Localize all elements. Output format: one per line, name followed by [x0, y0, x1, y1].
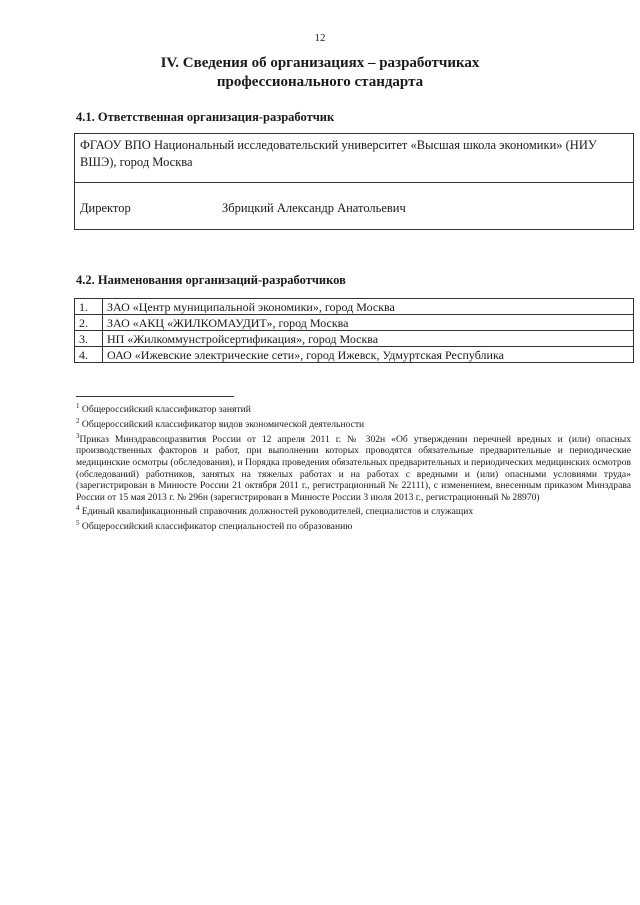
- footnote-4: [76, 503, 631, 518]
- director-name: Збрицкий Александр Анатольевич: [222, 201, 406, 215]
- footnote-text: Приказ Минздравсоцразвития России от 12 апреля 2011 г. № 302н «Об утверждении перечней вредных и (или) опасных производственных факторов и работ, при выполнении которых проводятся обязательные предварительные и периодические медицинские осмотры (обследования), и Порядка проведения обязательных предварительных и периодических медицинских осмотров (обследований) работников, занятых на тяжелых работах и на работах с вредными и (или) опасными условиями труда» (зарегистрирован в Минюсте России 21 октября 2011 г., регистрационный № 22111), с изменением, внесенным приказом Минздрава России от 15 мая 2013 г. № 296н (зарегистрирован в Минюсте России 3 июля 2013 г., регистрационный № 28970): [76, 433, 631, 503]
- director-role: Директор: [80, 201, 131, 215]
- footnote-3: [76, 431, 631, 504]
- responsible-org-name: ФГАОУ ВПО Национальный исследовательский университет «Высшая школа экономики» (НИУ ВШЭ), город Москва: [80, 138, 597, 169]
- footnotes: [76, 401, 631, 533]
- org-name-cell: ОАО «Ижевские электрические сети», город Ижевск, Удмуртская Республика: [103, 347, 634, 363]
- table-row: [75, 347, 634, 363]
- responsible-org-heading: 4.1. Ответственная организация-разработчик: [76, 110, 335, 124]
- row-number: 1.: [75, 299, 103, 315]
- responsible-org-box: [74, 133, 634, 230]
- footnote-text: Единый квалификационный справочник должностей руководителей, специалистов и служащих: [79, 506, 474, 518]
- page-number: 12: [314, 32, 326, 44]
- org-box-divider: [75, 182, 633, 183]
- footnote-mark: 2: [76, 416, 80, 425]
- footnote-1: [76, 401, 631, 416]
- footnote-2: [76, 416, 631, 431]
- footnote-mark: 1: [76, 402, 80, 410]
- org-name-cell: ЗАО «АКЦ «ЖИЛКОМАУДИТ», город Москва: [103, 315, 634, 331]
- footnote-text: Общероссийский классификатор видов экономической деятельности: [79, 418, 365, 430]
- table-row: [75, 331, 634, 347]
- row-number: 2.: [75, 315, 103, 331]
- footnote-text: Общероссийский классификатор занятий: [79, 404, 251, 416]
- developer-orgs-heading: 4.2. Наименования организаций-разработчиков: [76, 273, 346, 287]
- footnote-mark: 3: [76, 431, 80, 440]
- table-row: [75, 315, 634, 331]
- footnote-mark: 5: [76, 519, 80, 528]
- footnote-separator: [76, 396, 234, 397]
- section-title-line-2: профессионального стандарта: [216, 74, 424, 90]
- org-name-cell: НП «Жилкоммунстройсертификация», город Москва: [103, 331, 634, 347]
- footnote-mark: 4: [76, 504, 80, 513]
- section-title: [0, 54, 640, 92]
- footnote-5: [76, 518, 631, 533]
- row-number: 3.: [75, 331, 103, 347]
- footnote-text: Общероссийский классификатор специальностей по образованию: [79, 521, 353, 533]
- table-row: [75, 299, 634, 315]
- section-title-line-1: IV. Сведения об организациях – разработчиках: [160, 55, 480, 71]
- row-number: 4.: [75, 347, 103, 363]
- org-name-cell: ЗАО «Центр муниципальной экономики», город Москва: [103, 299, 634, 315]
- developer-orgs-table: [74, 298, 634, 363]
